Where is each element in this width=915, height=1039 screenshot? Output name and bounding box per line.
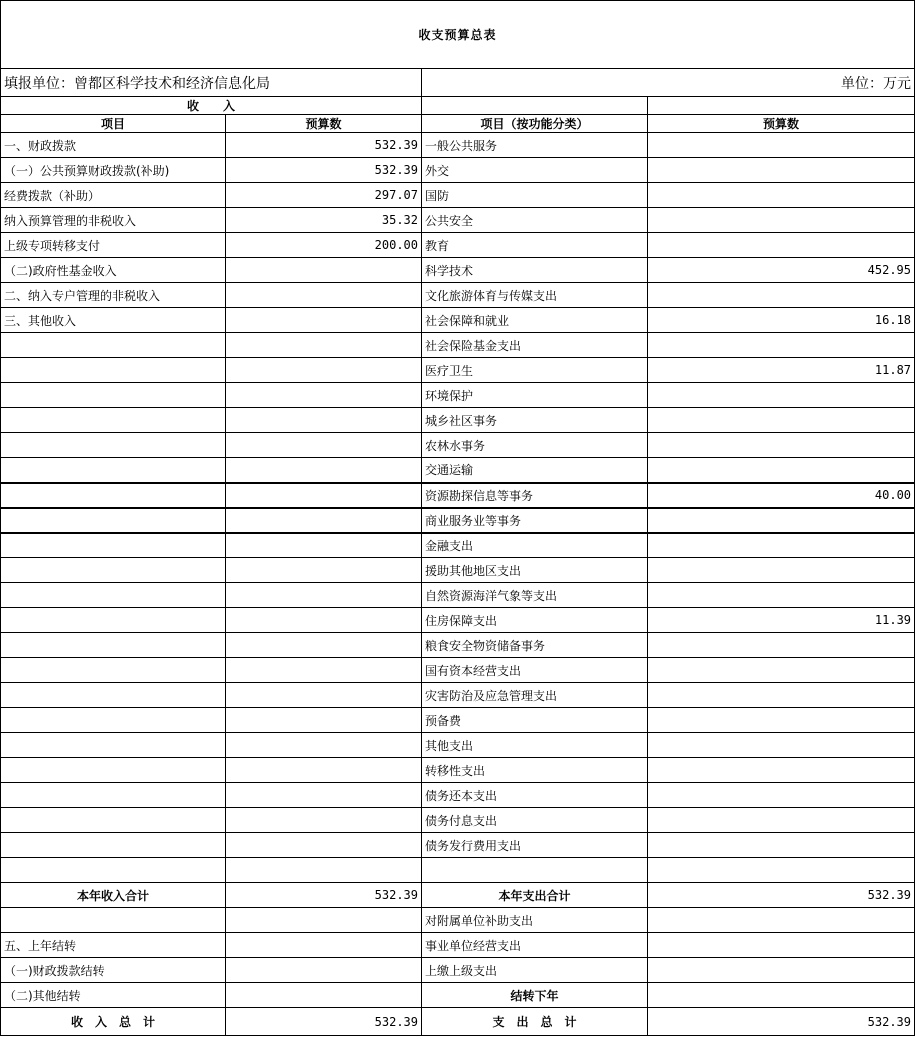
income-amount-cell bbox=[226, 558, 422, 583]
expense-amount-cell bbox=[648, 858, 915, 883]
income-item-cell: 二、纳入专户管理的非税收入 bbox=[1, 283, 226, 308]
expense-amount-cell bbox=[648, 908, 915, 933]
expense-item-cell: 金融支出 bbox=[422, 533, 648, 558]
income-amount-cell bbox=[226, 933, 422, 958]
income-amount-cell bbox=[226, 633, 422, 658]
grand-income-total-amount: 532.39 bbox=[226, 1008, 422, 1036]
income-amount-cell bbox=[226, 708, 422, 733]
col-header-income-amount: 预算数 bbox=[226, 115, 422, 133]
income-item-cell: （一）公共预算财政拨款(补助) bbox=[1, 158, 226, 183]
col-header-expense-item: 项目（按功能分类） bbox=[422, 115, 648, 133]
income-section-header: 收 入 bbox=[1, 97, 422, 115]
expense-item-cell: 医疗卫生 bbox=[422, 358, 648, 383]
income-amount-cell bbox=[226, 358, 422, 383]
income-amount-cell bbox=[226, 658, 422, 683]
income-item-cell: 纳入预算管理的非税收入 bbox=[1, 208, 226, 233]
income-item-cell bbox=[1, 633, 226, 658]
expense-item-cell: 援助其他地区支出 bbox=[422, 558, 648, 583]
table-row bbox=[1, 408, 915, 433]
expense-amount-cell bbox=[648, 658, 915, 683]
income-amount-cell: 200.00 bbox=[226, 233, 422, 258]
expense-amount-cell bbox=[648, 408, 915, 433]
carry-forward-row bbox=[1, 983, 915, 1008]
income-amount-cell bbox=[226, 783, 422, 808]
expense-item-cell: 对附属单位补助支出 bbox=[422, 908, 648, 933]
expense-amount-cell bbox=[648, 683, 915, 708]
table-row bbox=[1, 333, 915, 358]
table-row bbox=[1, 383, 915, 408]
expense-amount-cell bbox=[648, 533, 915, 558]
table-row bbox=[1, 858, 915, 883]
income-amount-cell bbox=[226, 733, 422, 758]
table-row bbox=[1, 933, 915, 958]
expense-amount-cell bbox=[648, 433, 915, 458]
income-item-cell: （二)政府性基金收入 bbox=[1, 258, 226, 283]
table-row bbox=[1, 508, 915, 533]
carry-forward-amount bbox=[648, 983, 915, 1008]
income-amount-cell bbox=[226, 858, 422, 883]
table-row bbox=[1, 158, 915, 183]
expense-amount-cell bbox=[648, 833, 915, 858]
income-item-cell bbox=[1, 858, 226, 883]
income-item-cell bbox=[1, 658, 226, 683]
income-amount-cell bbox=[226, 308, 422, 333]
expense-amount-cell bbox=[648, 583, 915, 608]
table-row bbox=[1, 658, 915, 683]
expense-section-header-blank-2 bbox=[648, 97, 915, 115]
expense-item-cell: 科学技术 bbox=[422, 258, 648, 283]
income-amount-cell: 35.32 bbox=[226, 208, 422, 233]
expense-amount-cell bbox=[648, 558, 915, 583]
expense-amount-cell bbox=[648, 508, 915, 533]
expense-item-cell: 教育 bbox=[422, 233, 648, 258]
income-amount-cell bbox=[226, 283, 422, 308]
year-expense-total-label: 本年支出合计 bbox=[422, 883, 648, 908]
fill-unit-label: 填报单位：曾都区科学技术和经济信息化局 bbox=[1, 69, 422, 97]
income-item-cell bbox=[1, 808, 226, 833]
income-amount-cell bbox=[226, 983, 422, 1008]
income-amount-cell bbox=[226, 833, 422, 858]
income-amount-cell bbox=[226, 758, 422, 783]
expense-amount-cell bbox=[648, 933, 915, 958]
table-row bbox=[1, 558, 915, 583]
income-item-cell bbox=[1, 483, 226, 508]
table-row bbox=[1, 433, 915, 458]
expense-item-cell: 粮食安全物资储备事务 bbox=[422, 633, 648, 658]
unit-label: 单位：万元 bbox=[422, 69, 915, 97]
table-row bbox=[1, 533, 915, 558]
expense-amount-cell bbox=[648, 233, 915, 258]
income-amount-cell bbox=[226, 383, 422, 408]
income-item-cell bbox=[1, 383, 226, 408]
expense-amount-cell: 16.18 bbox=[648, 308, 915, 333]
income-item-cell bbox=[1, 408, 226, 433]
expense-item-cell: 其他支出 bbox=[422, 733, 648, 758]
table-row bbox=[1, 233, 915, 258]
expense-item-cell: 商业服务业等事务 bbox=[422, 508, 648, 533]
year-income-total-label: 本年收入合计 bbox=[1, 883, 226, 908]
expense-item-cell: 一般公共服务 bbox=[422, 133, 648, 158]
income-amount-cell bbox=[226, 258, 422, 283]
income-item-cell: 上级专项转移支付 bbox=[1, 233, 226, 258]
income-item-cell bbox=[1, 608, 226, 633]
table-row bbox=[1, 958, 915, 983]
income-amount-cell bbox=[226, 958, 422, 983]
expense-item-cell: 公共安全 bbox=[422, 208, 648, 233]
income-amount-cell bbox=[226, 683, 422, 708]
expense-item-cell: 债务发行费用支出 bbox=[422, 833, 648, 858]
expense-item-cell: 转移性支出 bbox=[422, 758, 648, 783]
income-item-cell bbox=[1, 508, 226, 533]
income-item-cell: （一)财政拨款结转 bbox=[1, 958, 226, 983]
expense-amount-cell bbox=[648, 158, 915, 183]
table-row bbox=[1, 458, 915, 483]
income-item-cell bbox=[1, 433, 226, 458]
grand-expense-total-amount: 532.39 bbox=[648, 1008, 915, 1036]
expense-amount-cell bbox=[648, 333, 915, 358]
income-item-cell bbox=[1, 533, 226, 558]
expense-item-cell: 资源勘探信息等事务 bbox=[422, 483, 648, 508]
table-row bbox=[1, 633, 915, 658]
expense-amount-cell: 11.87 bbox=[648, 358, 915, 383]
expense-amount-cell: 11.39 bbox=[648, 608, 915, 633]
income-item-cell bbox=[1, 333, 226, 358]
expense-amount-cell bbox=[648, 708, 915, 733]
income-item-cell: 三、其他收入 bbox=[1, 308, 226, 333]
expense-item-cell: 国有资本经营支出 bbox=[422, 658, 648, 683]
income-amount-cell bbox=[226, 508, 422, 533]
income-amount-cell bbox=[226, 608, 422, 633]
expense-item-cell: 外交 bbox=[422, 158, 648, 183]
income-amount-cell bbox=[226, 483, 422, 508]
expense-item-cell: 交通运输 bbox=[422, 458, 648, 483]
expense-amount-cell bbox=[648, 783, 915, 808]
income-item-cell bbox=[1, 583, 226, 608]
expense-amount-cell bbox=[648, 283, 915, 308]
income-item-cell: 一、财政拨款 bbox=[1, 133, 226, 158]
expense-amount-cell: 40.00 bbox=[648, 483, 915, 508]
income-amount-cell bbox=[226, 533, 422, 558]
expense-item-cell: 灾害防治及应急管理支出 bbox=[422, 683, 648, 708]
expense-amount-cell bbox=[648, 808, 915, 833]
income-item-cell bbox=[1, 358, 226, 383]
table-row bbox=[1, 283, 915, 308]
table-row bbox=[1, 733, 915, 758]
income-item-cell bbox=[1, 683, 226, 708]
expense-amount-cell bbox=[648, 208, 915, 233]
expense-item-cell: 农林水事务 bbox=[422, 433, 648, 458]
table-row bbox=[1, 783, 915, 808]
income-item-cell: （二)其他结转 bbox=[1, 983, 226, 1008]
table-row bbox=[1, 208, 915, 233]
table-row bbox=[1, 808, 915, 833]
income-item-cell bbox=[1, 708, 226, 733]
income-item-cell bbox=[1, 783, 226, 808]
page-title: 收支预算总表 bbox=[1, 1, 915, 69]
table-row bbox=[1, 133, 915, 158]
income-amount-cell bbox=[226, 408, 422, 433]
year-income-total-amount: 532.39 bbox=[226, 883, 422, 908]
expense-amount-cell bbox=[648, 383, 915, 408]
expense-amount-cell bbox=[648, 958, 915, 983]
expense-item-cell: 住房保障支出 bbox=[422, 608, 648, 633]
income-amount-cell bbox=[226, 333, 422, 358]
income-amount-cell bbox=[226, 458, 422, 483]
table-row bbox=[1, 683, 915, 708]
income-item-cell bbox=[1, 758, 226, 783]
expense-item-cell: 城乡社区事务 bbox=[422, 408, 648, 433]
table-row bbox=[1, 183, 915, 208]
expense-amount-cell bbox=[648, 183, 915, 208]
col-header-income-item: 项目 bbox=[1, 115, 226, 133]
table-row bbox=[1, 708, 915, 733]
expense-amount-cell bbox=[648, 758, 915, 783]
expense-amount-cell bbox=[648, 133, 915, 158]
grand-income-total-label: 收 入 总 计 bbox=[1, 1008, 226, 1036]
table-row bbox=[1, 908, 915, 933]
income-item-cell: 五、上年结转 bbox=[1, 933, 226, 958]
expense-section-header-blank bbox=[422, 97, 648, 115]
expense-item-cell: 事业单位经营支出 bbox=[422, 933, 648, 958]
expense-amount-cell: 452.95 bbox=[648, 258, 915, 283]
income-amount-cell bbox=[226, 433, 422, 458]
expense-item-cell: 国防 bbox=[422, 183, 648, 208]
expense-amount-cell bbox=[648, 458, 915, 483]
expense-item-cell: 自然资源海洋气象等支出 bbox=[422, 583, 648, 608]
grand-expense-total-label: 支 出 总 计 bbox=[422, 1008, 648, 1036]
income-amount-cell bbox=[226, 908, 422, 933]
expense-amount-cell bbox=[648, 733, 915, 758]
expense-item-cell: 社会保险基金支出 bbox=[422, 333, 648, 358]
table-row bbox=[1, 258, 915, 283]
table-row bbox=[1, 483, 915, 508]
income-amount-cell: 297.07 bbox=[226, 183, 422, 208]
expense-amount-cell bbox=[648, 633, 915, 658]
table-row bbox=[1, 308, 915, 333]
income-amount-cell: 532.39 bbox=[226, 133, 422, 158]
table-row bbox=[1, 833, 915, 858]
income-item-cell bbox=[1, 558, 226, 583]
table-row bbox=[1, 608, 915, 633]
income-item-cell bbox=[1, 458, 226, 483]
income-item-cell bbox=[1, 733, 226, 758]
expense-item-cell: 环境保护 bbox=[422, 383, 648, 408]
carry-forward-label: 结转下年 bbox=[422, 983, 648, 1008]
expense-item-cell: 上缴上级支出 bbox=[422, 958, 648, 983]
expense-item-cell bbox=[422, 858, 648, 883]
income-item-cell bbox=[1, 908, 226, 933]
table-row bbox=[1, 758, 915, 783]
grand-total-row bbox=[1, 1008, 915, 1036]
income-item-cell bbox=[1, 833, 226, 858]
income-amount-cell bbox=[226, 808, 422, 833]
expense-item-cell: 债务还本支出 bbox=[422, 783, 648, 808]
income-item-cell: 经费拨款（补助） bbox=[1, 183, 226, 208]
col-header-expense-amount: 预算数 bbox=[648, 115, 915, 133]
year-total-row bbox=[1, 883, 915, 908]
income-amount-cell: 532.39 bbox=[226, 158, 422, 183]
table-row bbox=[1, 358, 915, 383]
expense-item-cell: 文化旅游体育与传媒支出 bbox=[422, 283, 648, 308]
income-amount-cell bbox=[226, 583, 422, 608]
expense-item-cell: 社会保障和就业 bbox=[422, 308, 648, 333]
expense-item-cell: 预备费 bbox=[422, 708, 648, 733]
expense-item-cell: 债务付息支出 bbox=[422, 808, 648, 833]
table-row bbox=[1, 583, 915, 608]
year-expense-total-amount: 532.39 bbox=[648, 883, 915, 908]
